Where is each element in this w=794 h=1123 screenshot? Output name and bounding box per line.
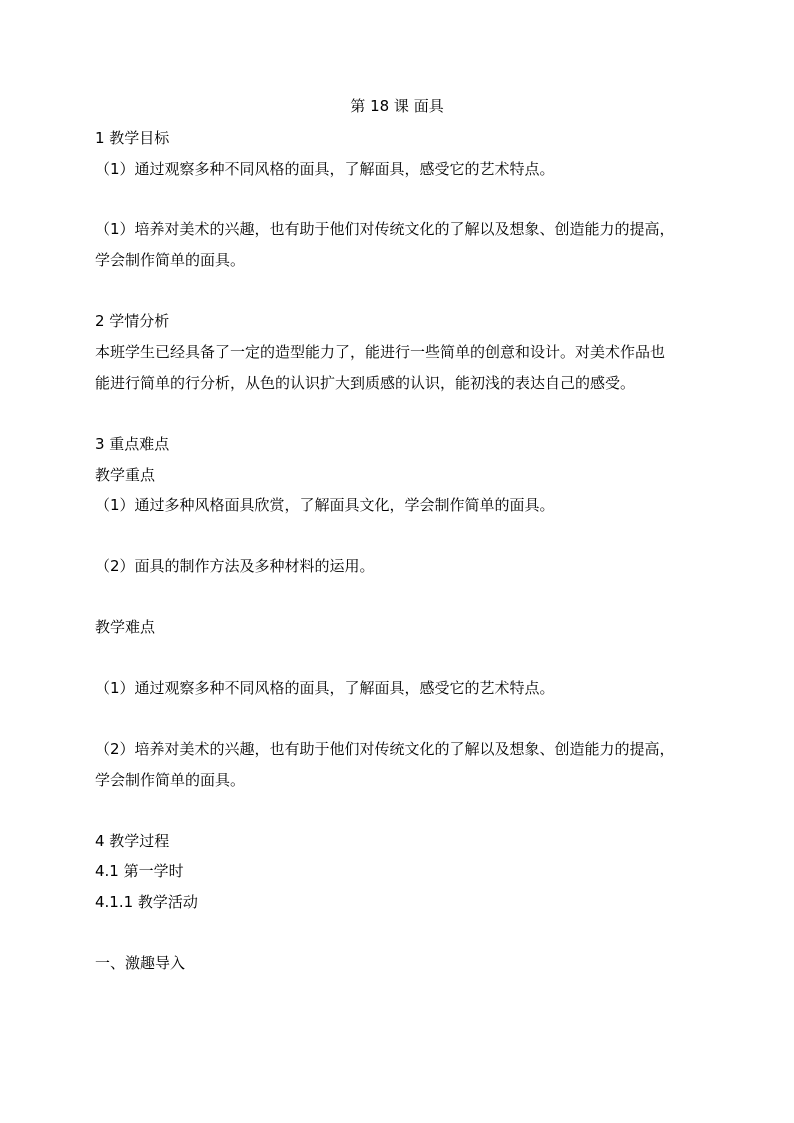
section-heading-key-points: 3 重点难点	[95, 435, 170, 453]
page-title: 第 18 课 面具	[350, 97, 444, 115]
paragraph-line: （1）通过观察多种不同风格的面具，了解面具，感受它的艺术特点。	[95, 160, 555, 178]
paragraph-line: 一、激趣导入	[95, 954, 186, 972]
paragraph-line: （1）培养对美术的兴趣，也有助于他们对传统文化的了解以及想象、创造能力的提高，	[95, 220, 675, 238]
subsection-heading: 4.1 第一学时	[95, 862, 184, 880]
paragraph-line: 能进行简单的行分析，从色的认识扩大到质感的认识，能初浅的表达自己的感受。	[95, 374, 636, 392]
section-heading-analysis: 2 学情分析	[95, 312, 170, 330]
paragraph-line: （2）面具的制作方法及多种材料的运用。	[95, 557, 375, 575]
subheading-teaching-difficulty: 教学难点	[95, 618, 156, 636]
paragraph-line: （1）通过多种风格面具欣赏，了解面具文化，学会制作简单的面具。	[95, 496, 555, 514]
subsection-heading: 4.1.1 教学活动	[95, 893, 198, 911]
paragraph-line: （1）通过观察多种不同风格的面具，了解面具，感受它的艺术特点。	[95, 679, 555, 697]
section-heading-process: 4 教学过程	[95, 832, 170, 850]
paragraph-line: 学会制作简单的面具。	[95, 251, 246, 269]
paragraph-line: 学会制作简单的面具。	[95, 771, 246, 789]
section-heading-objectives: 1 教学目标	[95, 129, 170, 147]
paragraph-line: 本班学生已经具备了一定的造型能力了，能进行一些简单的创意和设计。对美术作品也	[95, 343, 666, 361]
subheading-teaching-focus: 教学重点	[95, 466, 156, 484]
paragraph-line: （2）培养对美术的兴趣，也有助于他们对传统文化的了解以及想象、创造能力的提高，	[95, 740, 675, 758]
